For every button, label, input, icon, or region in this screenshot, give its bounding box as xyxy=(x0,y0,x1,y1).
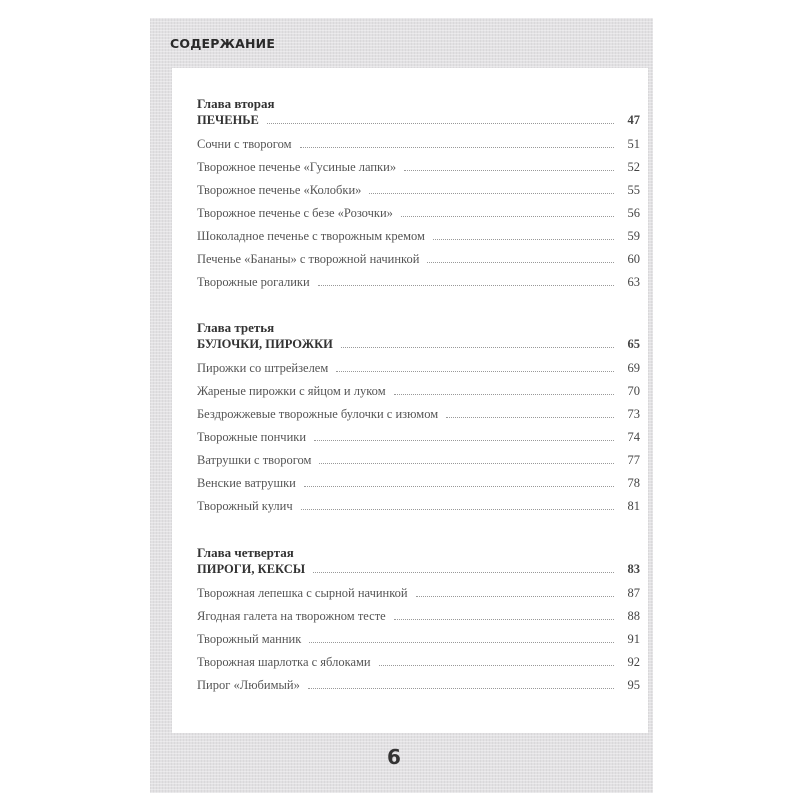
dot-leader xyxy=(301,508,614,510)
toc-entry[interactable] xyxy=(197,251,640,274)
toc-chapter-entry[interactable] xyxy=(197,112,640,136)
toc-entry[interactable] xyxy=(197,585,640,608)
page-ref: 47 xyxy=(627,113,640,127)
dot-leader xyxy=(319,462,614,464)
toc-entry[interactable] xyxy=(197,274,640,297)
entry-title: Жареные пирожки с яйцом и луком xyxy=(197,384,386,398)
toc-entry[interactable] xyxy=(197,429,640,452)
entry-title: Творожная лепешка с сырной начинкой xyxy=(197,586,408,600)
page-ref: 81 xyxy=(627,499,640,513)
dot-leader xyxy=(446,416,614,418)
entry-title: Шоколадное печенье с творожным кремом xyxy=(197,229,425,243)
entry-title: Творожные рогалики xyxy=(197,275,310,289)
toc-entry[interactable] xyxy=(197,228,640,251)
dot-leader xyxy=(379,664,614,666)
toc-entry[interactable] xyxy=(197,608,640,631)
dot-leader xyxy=(309,641,614,643)
page-header: СОДЕРЖАНИЕ xyxy=(170,36,276,51)
chapter-title: БУЛОЧКИ, ПИРОЖКИ xyxy=(197,337,333,351)
entry-title: Бездрожжевые творожные булочки с изюмом xyxy=(197,407,439,421)
dot-leader xyxy=(394,393,614,395)
toc-entry[interactable] xyxy=(197,159,640,182)
dot-leader xyxy=(394,618,614,620)
dot-leader xyxy=(341,346,614,348)
entry-title: Ягодная галета на творожном тесте xyxy=(197,609,386,623)
entry-title: Творожные пончики xyxy=(197,430,307,444)
toc-entry[interactable] xyxy=(197,136,640,159)
dot-leader xyxy=(308,687,614,689)
entry-title: Печенье «Бананы» с творожной начинкой xyxy=(197,252,420,266)
dot-leader xyxy=(404,169,614,171)
page-ref: 51 xyxy=(627,137,640,151)
toc-entry[interactable] xyxy=(197,654,640,677)
page-ref: 56 xyxy=(627,206,640,220)
page-ref: 88 xyxy=(627,609,640,623)
toc-entry[interactable] xyxy=(197,406,640,429)
entry-title: Творожный манник xyxy=(197,632,302,646)
page-ref: 87 xyxy=(627,586,640,600)
dot-leader xyxy=(427,261,614,263)
entry-title: Венские ватрушки xyxy=(197,476,296,490)
page-ref: 74 xyxy=(627,430,640,444)
page-ref: 60 xyxy=(627,252,640,266)
chapter-label: Глава вторая xyxy=(197,96,275,111)
toc-section xyxy=(197,545,640,700)
entry-title: Ватрушки с творогом xyxy=(197,453,312,467)
dot-leader xyxy=(304,485,614,487)
toc-section xyxy=(197,96,640,297)
entry-title: Творожная шарлотка с яблоками xyxy=(197,655,371,669)
page-ref: 70 xyxy=(627,384,640,398)
entry-title: Творожный кулич xyxy=(197,499,293,513)
chapter-label: Глава третья xyxy=(197,320,275,335)
toc-chapter-entry[interactable] xyxy=(197,336,640,360)
toc-entry[interactable] xyxy=(197,677,640,700)
page-ref: 52 xyxy=(627,160,640,174)
toc-entry[interactable] xyxy=(197,498,640,521)
toc-entry[interactable] xyxy=(197,475,640,498)
entry-title: Пирожки со штрейзелем xyxy=(197,361,329,375)
toc-entry[interactable] xyxy=(197,631,640,654)
dot-leader xyxy=(300,146,615,148)
toc-entry[interactable] xyxy=(197,383,640,406)
page-ref: 95 xyxy=(627,678,640,692)
dot-leader xyxy=(401,215,614,217)
toc-entry[interactable] xyxy=(197,205,640,228)
entry-title: Творожное печенье «Гусиные лапки» xyxy=(197,160,397,174)
page-number: 6 xyxy=(387,745,401,769)
toc-panel xyxy=(172,68,648,733)
page-ref: 65 xyxy=(627,337,640,351)
entry-title: Творожное печенье с безе «Розочки» xyxy=(197,206,393,220)
entry-title: Пирог «Любимый» xyxy=(197,678,300,692)
chapter-label: Глава четвертая xyxy=(197,545,294,560)
dot-leader xyxy=(433,238,614,240)
page-ref: 83 xyxy=(627,562,640,576)
page-ref: 69 xyxy=(627,361,640,375)
page-ref: 63 xyxy=(627,275,640,289)
dot-leader xyxy=(313,571,614,573)
toc-entry[interactable] xyxy=(197,360,640,383)
dot-leader xyxy=(314,439,614,441)
page-ref: 78 xyxy=(627,476,640,490)
toc-section xyxy=(197,320,640,521)
page-ref: 77 xyxy=(627,453,640,467)
toc-entry[interactable] xyxy=(197,182,640,205)
dot-leader xyxy=(267,122,614,124)
entry-title: Творожное печенье «Колобки» xyxy=(197,183,362,197)
dot-leader xyxy=(369,192,614,194)
page-ref: 73 xyxy=(627,407,640,421)
dot-leader xyxy=(336,370,614,372)
toc-entry[interactable] xyxy=(197,452,640,475)
page-ref: 91 xyxy=(627,632,640,646)
page-ref: 92 xyxy=(627,655,640,669)
chapter-title: ПЕЧЕНЬЕ xyxy=(197,113,259,127)
dot-leader xyxy=(416,595,614,597)
dot-leader xyxy=(318,284,614,286)
entry-title: Сочни с творогом xyxy=(197,137,292,151)
page-ref: 59 xyxy=(627,229,640,243)
chapter-title: ПИРОГИ, КЕКСЫ xyxy=(197,562,306,576)
toc-chapter-entry[interactable] xyxy=(197,561,640,585)
page-ref: 55 xyxy=(627,183,640,197)
